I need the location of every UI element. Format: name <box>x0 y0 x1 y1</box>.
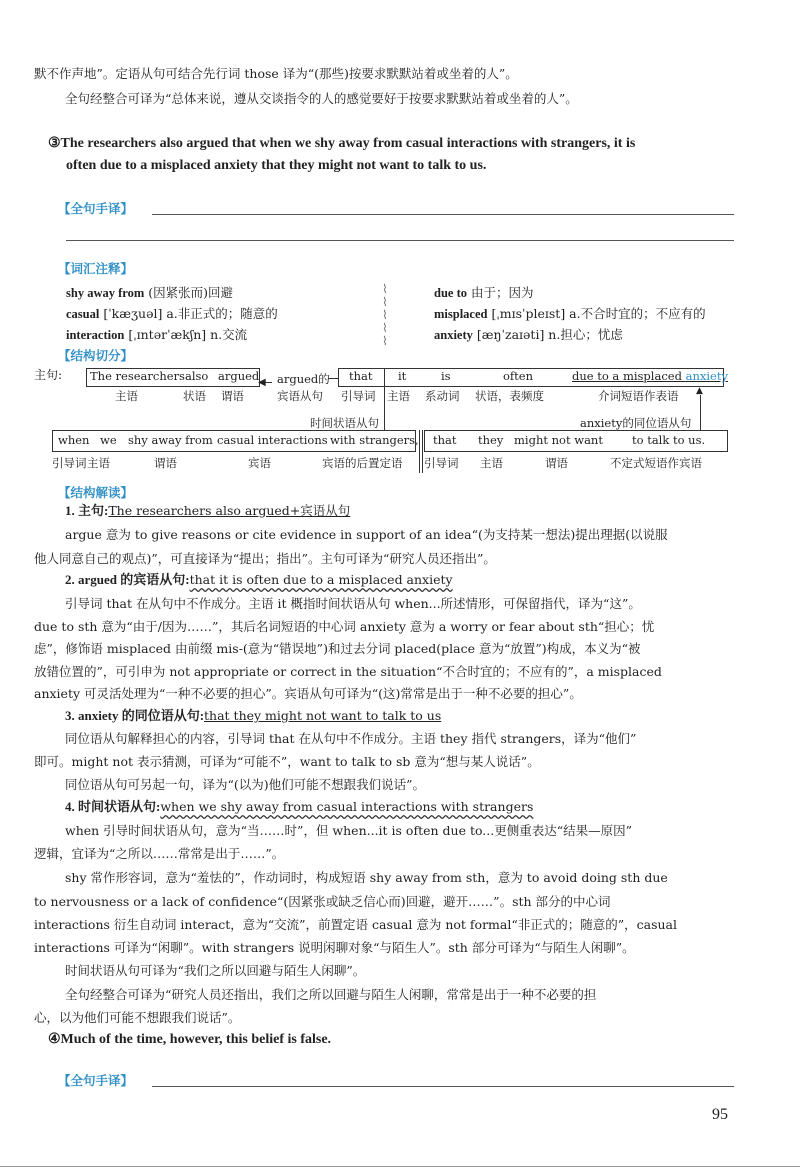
clause-often: often <box>503 369 534 383</box>
q4-translate-label: 【全句手译】 <box>58 1073 134 1088</box>
clause-due-to: due to a misplaced anxiety <box>572 369 728 383</box>
s3-p3: 同位语从句可另起一句，译为“(以为)他们可能不想跟我们说话”。 <box>65 777 426 792</box>
q3-translate-label: 【全句手译】 <box>58 201 134 216</box>
q3-answer-line-2[interactable] <box>66 240 734 241</box>
sep-1 <box>384 368 385 406</box>
s4-p3: shy 常作形容词，意为“羞怯的”，作动词时，构成短语 shy away from sth，意为 to avoid doing sth due <box>65 870 668 885</box>
vocab-right-2: misplaced [ˌmɪsˈpleɪst] a.不合时宜的；不应有的 <box>434 306 706 321</box>
vocab-right-1: due to 由于；因为 <box>434 285 534 300</box>
role-that: 引导词 <box>341 389 376 403</box>
arrow-up-icon: ▲ <box>696 386 703 396</box>
vocab-left-3: interaction [ˌɪntərˈækʃn] n.交流 <box>66 327 248 342</box>
time-clause-label: 时间状语从句 <box>310 416 379 430</box>
s2-heading: 2. argued 的宾语从句:that it is often due to a misplaced anxiety <box>65 572 453 587</box>
role-interactions: 宾语 <box>248 456 271 470</box>
appos-they: they <box>478 433 504 447</box>
role-shy: 谓语 <box>154 456 177 470</box>
s3-p2: 即可。might not 表示猜测，可译为“可能不”，want to talk to sb 意为“想与某人说话”。 <box>34 754 540 769</box>
role-when: 引导词 <box>52 456 87 470</box>
time-strangers: with strangers, <box>330 433 419 447</box>
sep-3 <box>422 430 423 473</box>
role-often: 状语，表频度 <box>475 389 544 403</box>
intro-line-2: 全句经整合可译为“总体来说，遵从交谈指令的人的感觉要好于按要求默默站着或坐着的人”。 <box>65 91 578 106</box>
vocab-divider: ⌇ ⌇ ⌇ ⌇ ⌇ <box>382 282 388 348</box>
main-subject: The researchers <box>90 369 185 383</box>
appos-talk: to talk to us. <box>632 433 706 447</box>
s4-p5: interactions 衍生自动词 interact，意为“交流”，前置定语 casual 意为 not formal“非正式的；随意的”，casual <box>34 917 678 932</box>
vocab-right-3: anxiety [æŋˈzaɪəti] n.担心；忧虑 <box>434 327 623 342</box>
role-appos-that: 引导词 <box>424 456 459 470</box>
s4-p2: 逻辑，宜译为“之所以……常常是出于……”。 <box>34 846 285 861</box>
time-shy: shy away from <box>128 433 213 447</box>
role-adverbial: 状语 <box>183 389 206 403</box>
page-number: 95 <box>712 1106 728 1123</box>
vocab-left-1: shy away from (因紧张而)回避 <box>66 285 233 300</box>
s1-p1: argue 意为 to give reasons or cite evidence in support of an idea“(为支持某一想法)提出理据(以说服 <box>65 527 668 542</box>
time-connector <box>384 406 385 430</box>
q3-answer-line-1[interactable] <box>152 214 734 215</box>
clause-is: is <box>441 369 451 383</box>
vocab-left-2: casual [ˈkæʒuəl] a.非正式的；随意的 <box>66 306 278 321</box>
main-clause-label: 主句: <box>34 368 63 382</box>
role-due-to: 介词短语作表语 <box>598 389 679 403</box>
vocab-header: 【词汇注释】 <box>58 261 134 276</box>
summary-line-1: 全句经整合可译为“研究人员还指出，我们之所以回避与陌生人闲聊，常常是出于一种不必要的担 <box>65 987 597 1002</box>
arrow-left-icon: ◀ <box>258 377 266 388</box>
s2-p2: due to sth 意为“由于/因为……”，其后名词短语的中心词 anxiety 意为 a worry or fear about sth“担心；忧 <box>34 619 655 634</box>
q3-line-1: ③The researchers also argued that when we shy away from casual interactions with strangers, it is <box>48 136 636 151</box>
s2-p5: anxiety 可灵活处理为“一种不必要的担心”。宾语从句可译为“(这)常常是出于一种不必要的担心”。 <box>34 686 582 701</box>
time-when: when <box>58 433 90 447</box>
s4-p4: to nervousness or a lack of confidence“(因紧张或缺乏信心而)回避，避开……”。sth 部分的中心词 <box>34 894 611 909</box>
appos-clause-label: anxiety的同位语从句 <box>580 416 692 430</box>
appos-that: that <box>433 433 457 447</box>
s4-p1: when 引导时间状语从句，意为“当……时”，但 when...it is often due to...更侧重表达“结果—原因” <box>65 823 632 838</box>
s2-p1: 引导词 that 在从句中不作成分。主语 it 概指时间状语从句 when...所述情形，可保留指代，译为“这”。 <box>65 596 641 611</box>
appos-connector <box>700 395 701 430</box>
s1-heading: 1. 主句:The researchers also argued+宾语从句 <box>65 503 351 518</box>
argued-role: 宾语从句 <box>277 389 323 403</box>
bottom-edge <box>0 1166 800 1167</box>
s3-p1: 同位语从句解释担心的内容，引导词 that 在从句中不作成分。主语 they 指代 strangers，译为“他们” <box>65 731 637 746</box>
intro-line-1: 默不作声地”。定语从句可结合先行词 those 译为“(那些)按要求默默站着或坐着的人”。 <box>34 66 518 81</box>
role-is: 系动词 <box>425 389 460 403</box>
s2-p4: 放错位置的”，可引申为 not appropriate or correct in the situation“不合时宜的；不应有的”，a misplaced <box>34 664 662 679</box>
s3-heading: 3. anxiety 的同位语从句:that they might not want to talk to us <box>65 708 442 723</box>
structure-header: 【结构切分】 <box>58 348 134 363</box>
s2-p3: 虑”，修饰语 misplaced 由前缀 mis-(意为“错误地”)和过去分词 placed(place 意为“放置”)构成，本义为“被 <box>34 641 641 656</box>
clause-it: it <box>398 369 407 383</box>
role-appos-they: 主语 <box>480 456 503 470</box>
analysis-header: 【结构解读】 <box>58 485 134 500</box>
argued-label: argued的 <box>277 372 330 386</box>
s4-p7: 时间状语从句可译为“我们之所以回避与陌生人闲聊”。 <box>65 963 366 978</box>
q4-line-1: ④Much of the time, however, this belief is false. <box>48 1032 332 1047</box>
s1-p2: 他人同意自己的观点)”，可直接译为“提出；指出”。主句可译为“研究人员还指出”。 <box>34 551 496 566</box>
role-verb: 谓语 <box>221 389 244 403</box>
s4-p6: interactions 可译为“闲聊”。with strangers 说明闲聊对象“与陌生人”。sth 部分可译为“与陌生人闲聊”。 <box>34 940 635 955</box>
main-adverbial: also <box>185 369 209 383</box>
role-we: 主语 <box>87 456 110 470</box>
role-appos-talk: 不定式短语作宾语 <box>610 456 702 470</box>
main-verb: argued <box>218 369 260 383</box>
time-interactions: casual interactions <box>217 433 328 447</box>
sep-2 <box>419 430 420 473</box>
appos-might: might not want <box>514 433 603 447</box>
role-appos-might: 谓语 <box>545 456 568 470</box>
time-we: we <box>100 433 117 447</box>
role-it: 主语 <box>387 389 410 403</box>
q3-line-2: often due to a misplaced anxiety that they might not want to talk to us. <box>66 158 487 173</box>
q4-answer-line[interactable] <box>152 1086 734 1087</box>
role-strangers: 宾语的后置定语 <box>322 456 403 470</box>
summary-line-2: 心，以为他们可能不想跟我们说话”。 <box>34 1010 241 1025</box>
clause-that: that <box>349 369 373 383</box>
s4-heading: 4. 时间状语从句:when we shy away from casual interactions with strangers <box>65 799 534 814</box>
role-subject: 主语 <box>115 389 138 403</box>
arrow-line-2 <box>328 378 338 379</box>
